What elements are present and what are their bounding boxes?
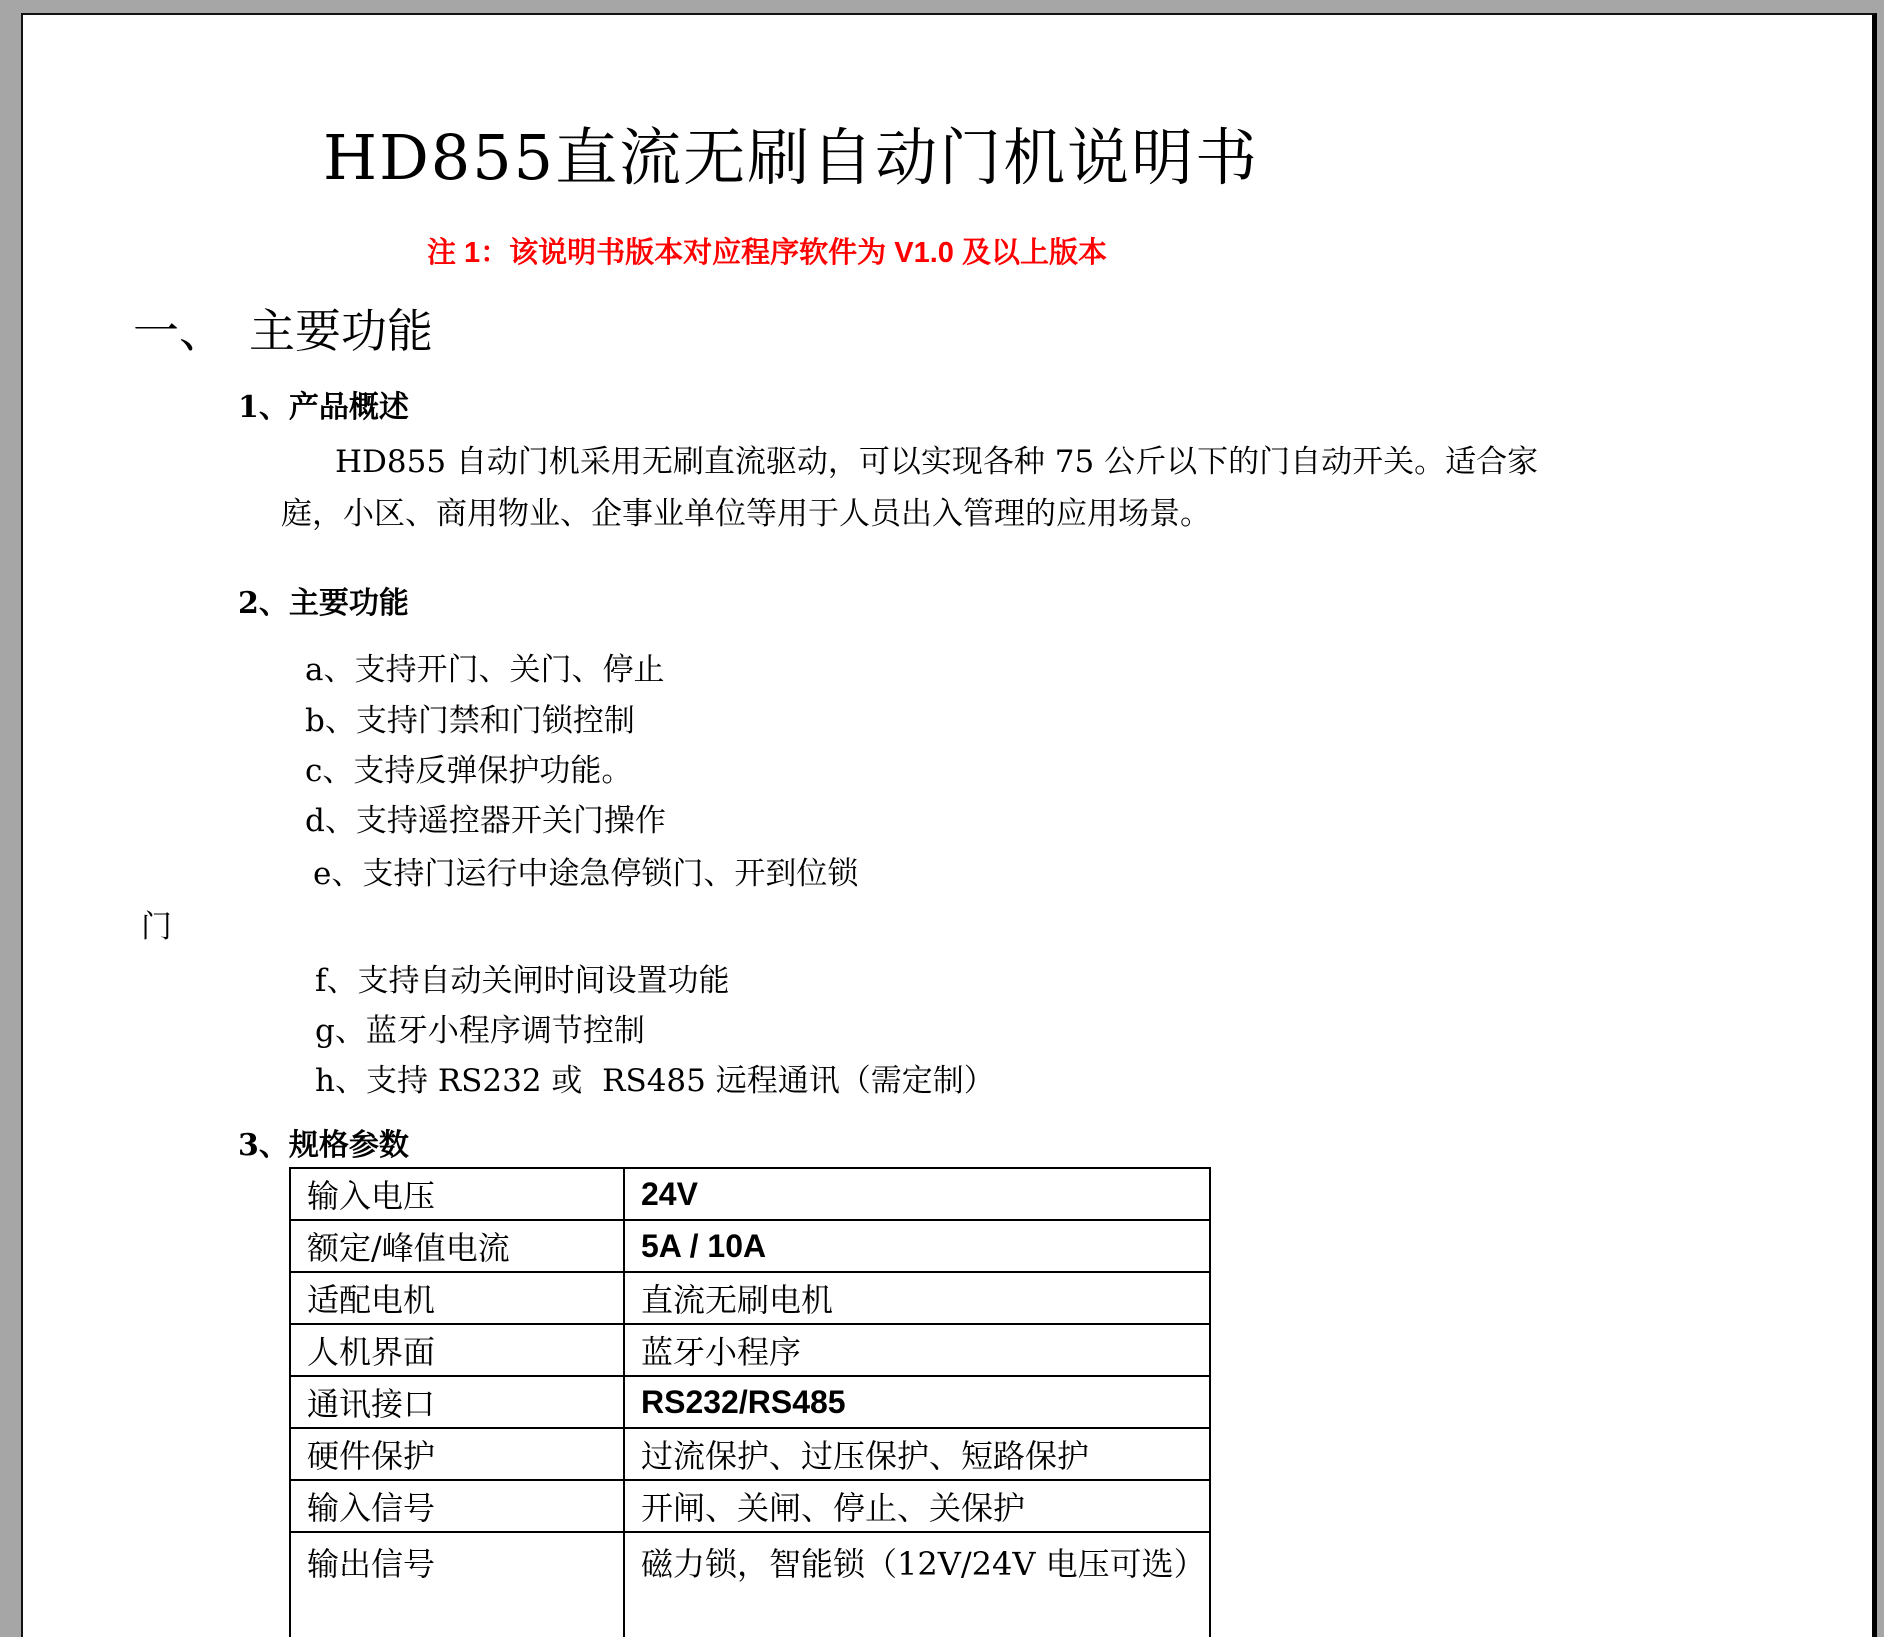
spec-row-input-voltage <box>290 1168 1210 1220</box>
spec-value-cell: 开闸、关闸、停止、关保护 <box>624 1480 1210 1532</box>
spec-value-cell: 24V <box>624 1168 1210 1220</box>
spec-row-hardware-protection <box>290 1428 1210 1480</box>
feature-item-e: e、支持门运行中途急停锁门、开到位锁 <box>313 856 859 892</box>
feature-item-c: c、支持反弹保护功能。 <box>305 753 633 789</box>
features-heading: 2、主要功能 <box>238 586 409 621</box>
spec-row-comm-interface <box>290 1376 1210 1428</box>
spec-value-cell: 5A / 10A <box>624 1220 1210 1272</box>
spec-label-cell: 硬件保护 <box>290 1428 624 1480</box>
spec-value-cell: 蓝牙小程序 <box>624 1324 1210 1376</box>
spec-row-input-signals <box>290 1480 1210 1532</box>
spec-label-cell: 输入电压 <box>290 1168 624 1220</box>
spec-value-cell: 直流无刷电机 <box>624 1272 1210 1324</box>
spec-label-cell: 通讯接口 <box>290 1376 624 1428</box>
spec-row-hmi <box>290 1324 1210 1376</box>
spec-value-cell: RS232/RS485 <box>624 1376 1210 1428</box>
document-page <box>21 13 1877 1637</box>
spec-row-output-signals <box>290 1532 1210 1637</box>
feature-item-e-continuation: 门 <box>141 909 172 945</box>
feature-item-g: g、蓝牙小程序调节控制 <box>315 1013 645 1049</box>
spec-value-cell: 磁力锁，智能锁（12V/24V 电压可选） <box>624 1532 1210 1637</box>
spec-value-cell: 过流保护、过压保护、短路保护 <box>624 1428 1210 1480</box>
section-number: 一、 <box>133 304 225 358</box>
feature-item-f: f、支持自动关闸时间设置功能 <box>315 963 730 999</box>
section-heading-main-functions <box>133 303 433 361</box>
spec-label-cell: 输入信号 <box>290 1480 624 1532</box>
specs-table <box>289 1167 1211 1637</box>
specs-heading: 3、规格参数 <box>238 1128 409 1163</box>
feature-item-a: a、支持开门、关门、停止 <box>305 652 665 688</box>
overview-paragraph-line-1: HD855 自动门机采用无刷直流驱动，可以实现各种 75 公斤以下的门自动开关。适合家 <box>335 444 1539 480</box>
spec-row-rated-peak-current <box>290 1220 1210 1272</box>
feature-item-h: h、支持 RS232 或 RS485 远程通讯（需定制） <box>315 1063 995 1099</box>
feature-item-b: b、支持门禁和门锁控制 <box>305 703 635 739</box>
version-note: 注 1：该说明书版本对应程序软件为 V1.0 及以上版本 <box>427 237 1107 269</box>
page-title: HD855直流无刷自动门机说明书 <box>323 121 1260 194</box>
spec-label-cell: 人机界面 <box>290 1324 624 1376</box>
spec-row-motor-type <box>290 1272 1210 1324</box>
spec-label-cell: 输出信号 <box>290 1532 624 1637</box>
feature-item-d: d、支持遥控器开关门操作 <box>305 803 666 839</box>
spec-label-cell: 额定/峰值电流 <box>290 1220 624 1272</box>
overview-heading: 1、产品概述 <box>238 390 409 425</box>
overview-paragraph-line-2: 庭，小区、商用物业、企事业单位等用于人员出入管理的应用场景。 <box>281 496 1211 532</box>
section-title: 主要功能 <box>249 304 433 358</box>
spec-label-cell: 适配电机 <box>290 1272 624 1324</box>
